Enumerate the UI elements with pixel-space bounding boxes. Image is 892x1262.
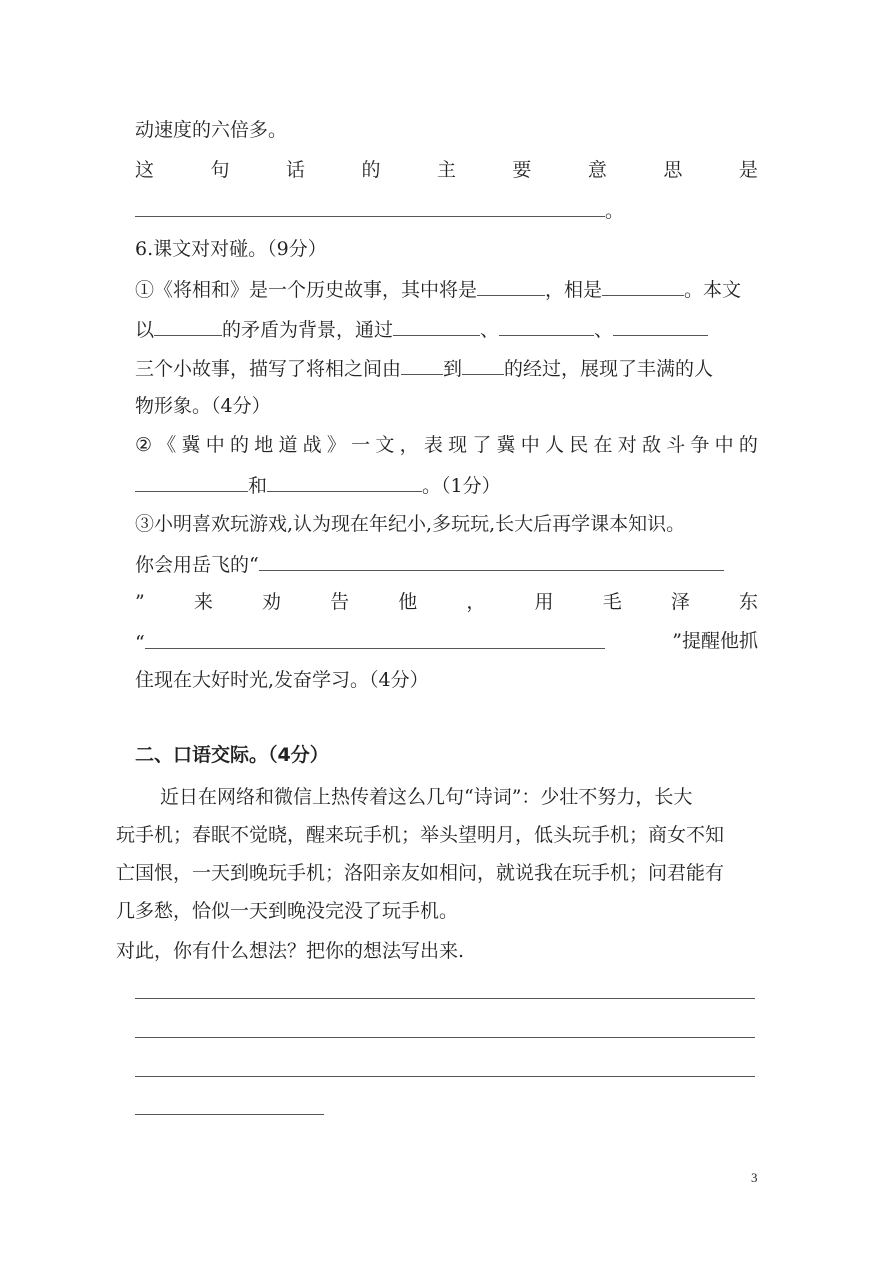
- char: 冀: [496, 434, 516, 456]
- period: 。: [605, 200, 625, 222]
- blank-yuefei-quote[interactable]: [259, 550, 724, 571]
- char: 冀: [181, 434, 201, 456]
- char: 话: [285, 159, 305, 181]
- blank-story-1[interactable]: [393, 315, 480, 336]
- char: 主: [436, 159, 456, 181]
- char: 告: [330, 591, 350, 613]
- char: 意: [587, 159, 607, 181]
- blank-story-3[interactable]: [613, 315, 708, 336]
- char: 他: [398, 591, 418, 613]
- blank-story-2[interactable]: [499, 315, 594, 336]
- char: ②: [135, 434, 153, 456]
- char: 要: [512, 159, 532, 181]
- q6-part1-line4: 物形象。（4分）: [135, 395, 271, 417]
- blank-conflict[interactable]: [154, 315, 222, 336]
- char: 表: [423, 434, 443, 456]
- text: 和: [248, 475, 268, 497]
- char: 的: [738, 434, 758, 456]
- q6-part3-line3: [135, 589, 758, 615]
- char: 《: [157, 434, 177, 456]
- answer-rule[interactable]: [135, 1037, 755, 1038]
- char: 》: [326, 434, 346, 456]
- text: 的经过，展现了丰满的人: [504, 358, 714, 380]
- char: 的: [361, 159, 381, 181]
- q6-part2-line1: [135, 432, 758, 458]
- char: 用: [534, 591, 554, 613]
- text: 。（1分）: [422, 475, 501, 497]
- char: 争: [690, 434, 710, 456]
- char: 是: [738, 159, 758, 181]
- section2-question: 对此，你有什么想法？把你的想法写出来.: [116, 940, 465, 962]
- blank-minister[interactable]: [602, 275, 684, 296]
- char: 劝: [261, 591, 281, 613]
- char: 现: [448, 434, 468, 456]
- section2-paragraph-line: 几多愁，恰似一天到晚没完没了玩手机。: [116, 900, 459, 922]
- char: 文: [375, 434, 395, 456]
- q6-part1-line3: [135, 354, 713, 382]
- char: ”: [135, 591, 145, 613]
- char: 思: [663, 159, 683, 181]
- blank-spirit-2[interactable]: [267, 471, 422, 492]
- char: 中: [205, 434, 225, 456]
- char: 这: [135, 159, 155, 181]
- char: 民: [569, 434, 589, 456]
- q5-line: 动速度的六倍多。: [135, 119, 288, 141]
- text: 以: [135, 319, 155, 341]
- q6-part2-line2: [135, 471, 501, 499]
- answer-rule[interactable]: [135, 1076, 755, 1077]
- char: 对: [617, 434, 637, 456]
- char: 敌: [641, 434, 661, 456]
- char: 在: [593, 434, 613, 456]
- char: 句: [210, 159, 230, 181]
- char: 人: [545, 434, 565, 456]
- char: 地: [254, 434, 274, 456]
- section2-paragraph-line: 近日在网络和微信上热传着这么几句“诗词”：少壮不努力，长大: [160, 786, 693, 808]
- q6-part1-line1: [135, 275, 741, 303]
- page-number: 3: [751, 1170, 758, 1185]
- q5-answer-line: [135, 196, 624, 224]
- text: 。本文: [684, 279, 742, 301]
- char: 道: [278, 434, 298, 456]
- text: 、: [480, 319, 500, 341]
- section2-paragraph-line: 亡国恨，一天到晚玩手机；洛阳亲友如相问，就说我在玩手机；问君能有: [116, 862, 725, 884]
- char: 中: [714, 434, 734, 456]
- q5-sentence-prompt: [135, 157, 758, 183]
- char: 战: [302, 434, 322, 456]
- section2-paragraph-line: 玩手机；春眠不觉晓，醒来玩手机；举头望明月，低头玩手机；商女不知: [116, 824, 725, 846]
- text: 的矛盾为背景，通过: [222, 319, 394, 341]
- char: 斗: [666, 434, 686, 456]
- char: ，: [466, 591, 486, 613]
- text: 你会用岳飞的“: [135, 554, 259, 576]
- char: 来: [193, 591, 213, 613]
- answer-blank[interactable]: [135, 196, 605, 217]
- text: 到: [443, 358, 463, 380]
- q6-part3-line2: [135, 550, 724, 578]
- char: 东: [738, 591, 758, 613]
- answer-rule[interactable]: [135, 998, 755, 999]
- text: 三个小故事，描写了将相之间由: [135, 358, 402, 380]
- blank-to[interactable]: [462, 354, 504, 375]
- blank-general[interactable]: [477, 275, 545, 296]
- text: 、: [594, 319, 614, 341]
- char: 中: [520, 434, 540, 456]
- q6-part3-line5: 住现在大好时光,发奋学习。（4分）: [135, 669, 429, 691]
- q6-part3-line1: ③小明喜欢玩游戏,认为现在年纪小,多玩玩,长大后再学课本知识。: [135, 513, 686, 535]
- char: 了: [472, 434, 492, 456]
- q6-title: 6.课文对对碰。（9分）: [135, 238, 327, 260]
- char: 泽: [670, 591, 690, 613]
- char: 的: [229, 434, 249, 456]
- blank-from[interactable]: [401, 354, 443, 375]
- q6-part1-line2: [135, 315, 708, 343]
- q6-part3-line4: [135, 628, 758, 656]
- answer-rule[interactable]: [135, 1114, 324, 1115]
- char: 一: [351, 434, 371, 456]
- text: ”提醒他抓: [672, 630, 758, 652]
- text: ①《将相和》是一个历史故事，其中将是: [135, 279, 478, 301]
- blank-mao-quote[interactable]: [145, 628, 605, 649]
- char: 毛: [602, 591, 622, 613]
- section2-title: 二、口语交际。（4分）: [135, 744, 329, 766]
- text: “: [135, 632, 145, 654]
- text: ，相是: [545, 279, 603, 301]
- char: ，: [399, 434, 419, 456]
- blank-spirit-1[interactable]: [135, 471, 248, 492]
